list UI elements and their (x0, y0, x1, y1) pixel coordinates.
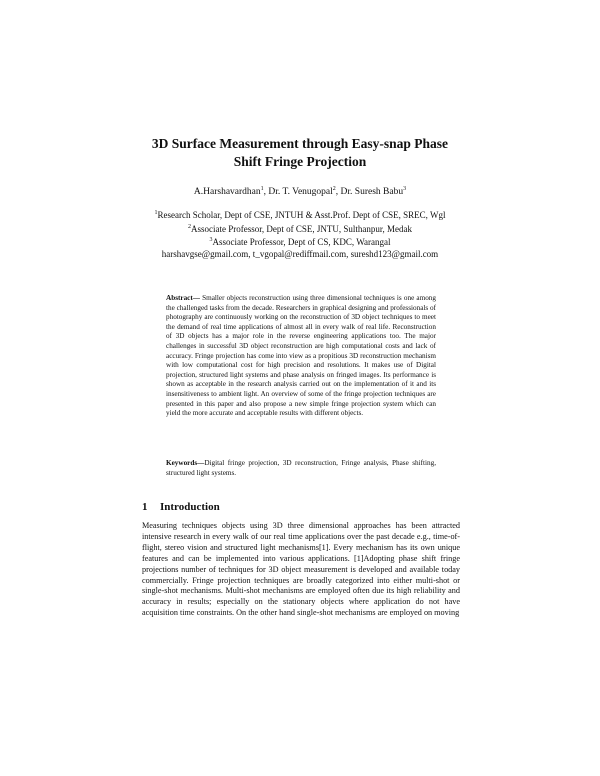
affiliation-3-text: Associate Professor, Dept of CS, KDC, Warangal (212, 237, 391, 247)
abstract-label: Abstract— (166, 294, 200, 302)
keywords-label: Keywords— (166, 459, 205, 467)
affiliations (90, 208, 510, 260)
author-3: Dr. Suresh Babu (340, 187, 404, 198)
author-list: A.Harshavardhan$^1$, Dr. T. Venugopal$^2$, Dr. Suresh Babu$^3$ (193, 186, 407, 198)
affiliation-1-text: Research Scholar, Dept of CSE, JNTUH & Asst.Prof. Dept of CSE, SREC, Wgl (157, 210, 446, 220)
section-number: 1 (142, 501, 148, 513)
affiliation-1-sup: 1 (154, 210, 158, 216)
author-2: Dr. T. Venugopal (268, 187, 333, 198)
affiliation-3 (90, 235, 510, 249)
title-line-2: Shift Fringe Projection (233, 154, 367, 169)
author-3-sup: 3 (403, 186, 407, 192)
section-body: Measuring techniques objects using 3D three dimensional approaches has been attracted intensive research in every walk of our real time applications over the past decade e.g., time-of-flight, stereo vision and structured light mechanisms[1]. Every mechanism has its own unique features and can be implemented into various applications. [1]Adopting phase shift fringe projections number of techniques for 3D object measurement is developed and available today commercially. Fringe projection techniques are broadly categorized into either multi-shot or single-shot mechanisms. Multi-shot mechanisms are employed often due its high reliability and accuracy in results; especially on the stationary objects where application do not have acquisition time constraints. On the other hand single-shot mechanisms are employed on moving (142, 521, 460, 618)
title-line-1: 3D Surface Measurement through Easy-snap Phase (151, 136, 449, 151)
abstract-text: Smaller objects reconstruction using three dimensional techniques is one among the challenged tasks from the decade. Researchers in graphical designing and professionals of photography are continuously working on the reconstruction of 3D object techniques to meet the demand of real time applications of almost all in every walk of real life. Reconstruction of 3D objects has a major role in the reverse engineering applications too. The major challenges in successful 3D object reconstruction are high computational costs and lack of accuracy. Fringe projection has come into view as a propitious 3D reconstruction mechanism with low computational cost for high precision and resolutions. It makes use of Digital projection, structured light systems and phase analysis on fringed images. Its performance is shown as acceptable in the research analysis carried out on the implementation of it and its insensitiveness to ambient light. An overview of some of the fringe projection techniques are presented in this paper and also propose a new simple fringe projection system which can yield the more accurate and acceptable results with different objects. (166, 294, 436, 418)
author-emails: harshavgse@gmail.com, t_vgopal@rediffmail.com, sureshd123@gmail.com (161, 248, 439, 259)
author-1-sup: 1 (260, 186, 264, 192)
author-2-sup: 2 (332, 186, 336, 192)
keywords-text: Digital fringe projection, 3D reconstruction, Fringe analysis, Phase shifting, structured light systems. (166, 459, 436, 477)
affiliation-2-sup: 2 (187, 223, 191, 230)
section-heading (142, 501, 220, 513)
paper-title (120, 135, 480, 171)
affiliation-2 (90, 222, 510, 236)
affiliation-2-text: Associate Professor, Dept of CSE, JNTU, Sulthanpur, Medak (190, 223, 412, 234)
affiliation-1 (90, 208, 510, 222)
section-title: Introduction (160, 501, 220, 513)
keywords (166, 459, 436, 478)
abstract (166, 294, 436, 419)
author-1: A.Harshavardhan (193, 187, 261, 198)
affiliation-3-sup: 3 (209, 237, 213, 243)
